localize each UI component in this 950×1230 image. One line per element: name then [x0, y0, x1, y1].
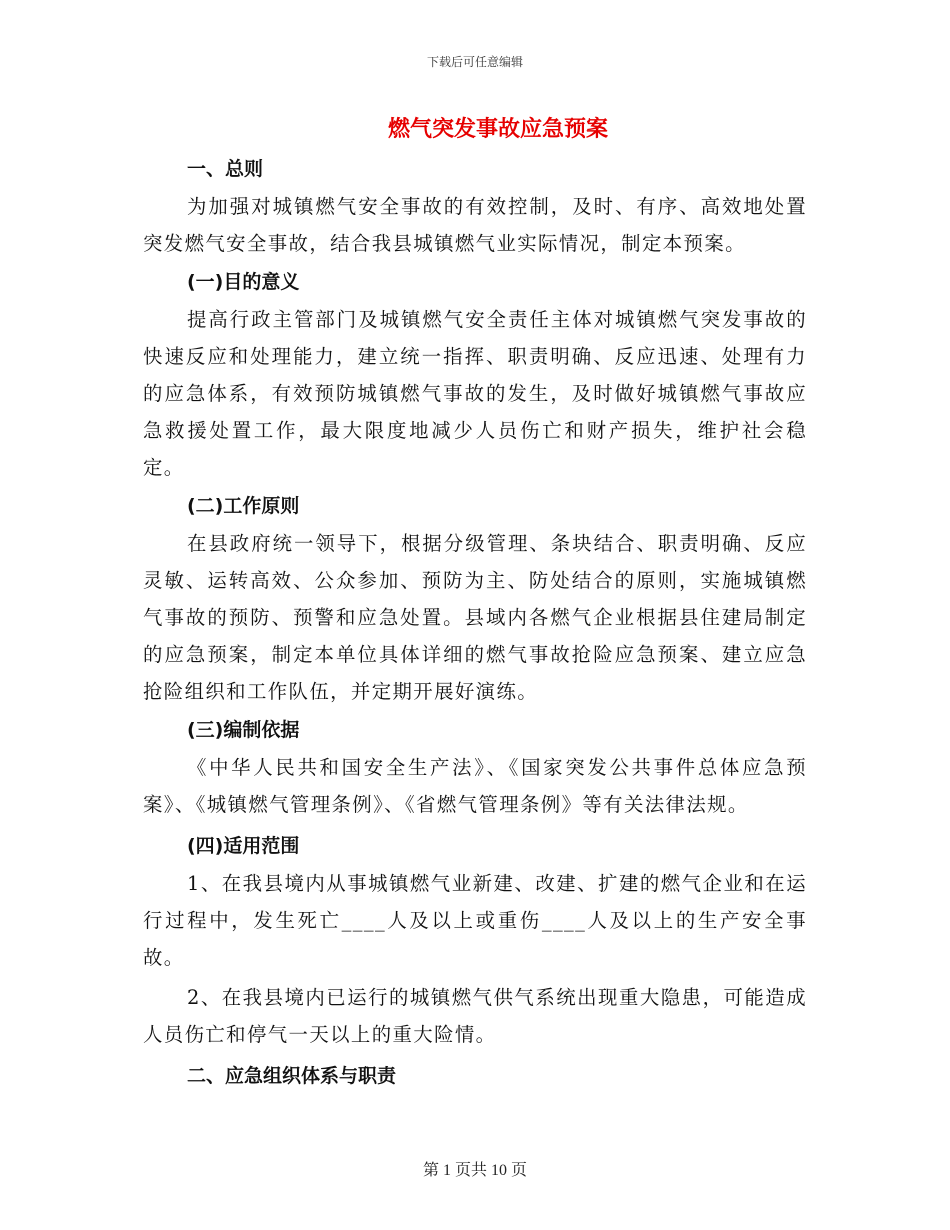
paragraph-basis: 《中华人民共和国安全生产法》、《国家突发公共事件总体应急预案》、《城镇燃气管理条例》、《省燃气管理条例》等有关法律法规。: [143, 756, 807, 816]
paragraph-scope-item-1: 1、在我县境内从事城镇燃气业新建、改建、扩建的燃气企业和在运行过程中，发生死亡____人及以上或重伤____人及以上的生产安全事故。: [143, 872, 807, 969]
section-heading-general: 一、总则: [187, 158, 264, 180]
paragraph-general-intro: 为加强对城镇燃气安全事故的有效控制，及时、有序、高效地处置突发燃气安全事故，结合我县城镇燃气业实际情况，制定本预案。: [143, 195, 807, 255]
section-heading-organization: 二、应急组织体系与职责: [187, 1065, 397, 1087]
section-heading-principles: (二)工作原则: [187, 495, 300, 517]
paragraph-scope-item-2: 2、在我县境内已运行的城镇燃气供气系统出现重大隐患，可能造成人员伤亡和停气一天以上的重大险情。: [143, 986, 807, 1046]
document-title: 燃气突发事故应急预案: [387, 117, 608, 142]
document-body: [143, 110, 807, 1095]
paragraph-principles: 在县政府统一领导下，根据分级管理、条块结合、职责明确、反应灵敏、运转高效、公众参加、预防为主、防处结合的原则，实施城镇燃气事故的预防、预警和应急处置。县域内各燃气企业根据县住建局制定的应急预案，制定本单位具体详细的燃气事故抢险应急预案、建立应急抢险组织和工作队伍，并定期开展好演练。: [143, 532, 807, 703]
section-heading-scope: (四)适用范围: [187, 835, 300, 857]
section-heading-purpose: (一)目的意义: [187, 271, 300, 293]
page-header-note: 下载后可任意编辑: [426, 55, 523, 69]
paragraph-purpose: 提高行政主管部门及城镇燃气安全责任主体对城镇燃气突发事故的快速反应和处理能力，建立统一指挥、职责明确、反应迅速、处理有力的应急体系，有效预防城镇燃气事故的发生，及时做好城镇燃气事故应急救援处置工作，最大限度地减少人员伤亡和财产损失，维护社会稳定。: [143, 308, 807, 479]
page-number-footer: 第 1 页共 10 页: [422, 1162, 527, 1179]
section-heading-basis: (三)编制依据: [187, 719, 300, 741]
